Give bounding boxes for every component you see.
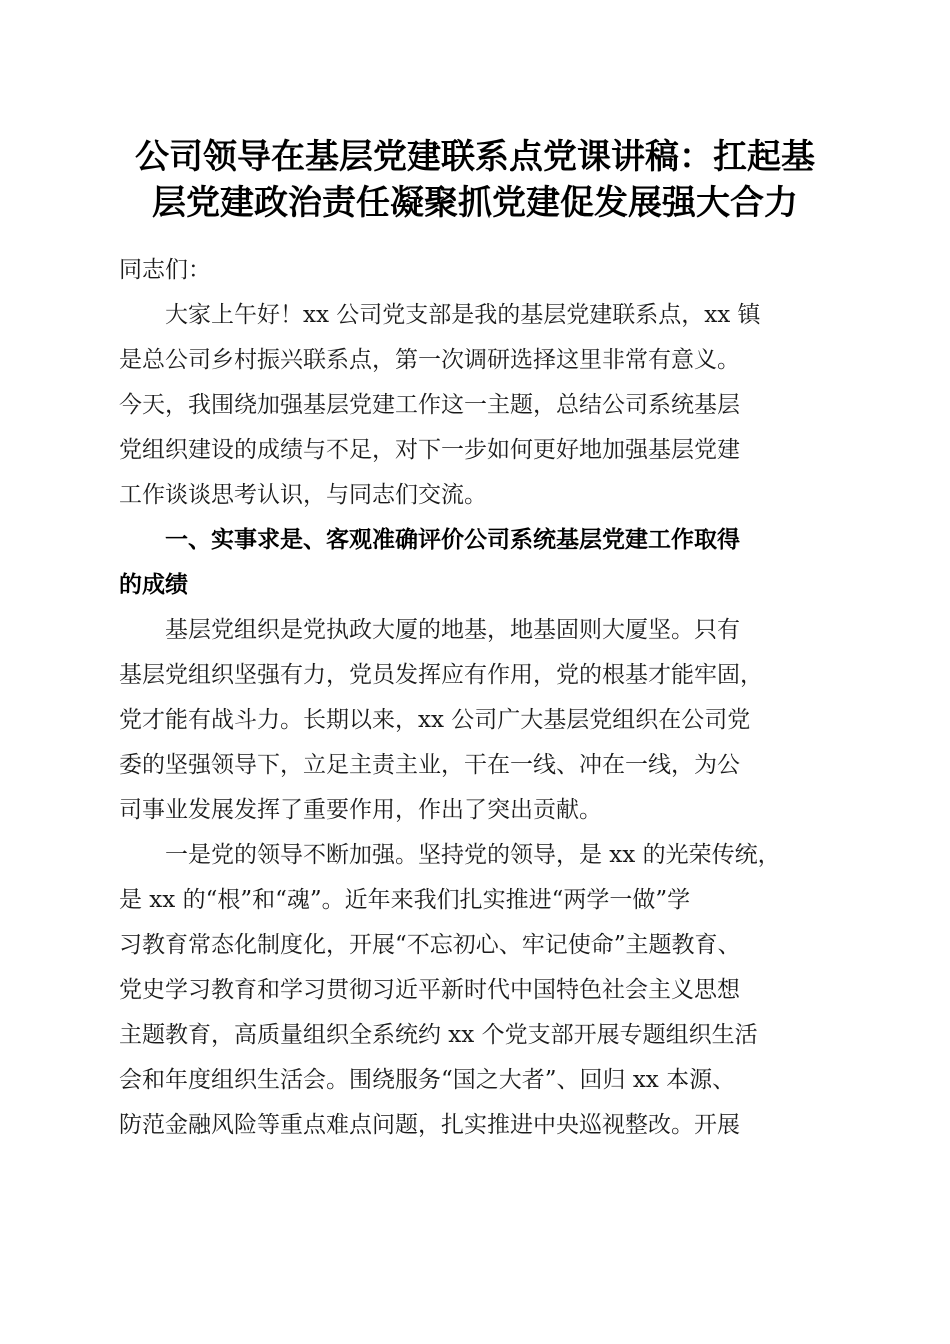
document-title <box>100 134 850 226</box>
section-heading-1 <box>119 518 831 608</box>
heading-line: 一、实事求是、客观准确评价公司系统基层党建工作取得 <box>165 527 740 553</box>
text-line: 工作谈谈思考认识，与同志们交流。 <box>119 482 487 508</box>
text-line: 会和年度组织生活会。围绕服务“国之大者”、回归 xx 本源、 <box>119 1067 736 1093</box>
paragraph-foundation <box>119 608 831 833</box>
text-line: 党才能有战斗力。长期以来，xx 公司广大基层党组织在公司党 <box>119 707 751 733</box>
text-line: 主题教育，高质量组织全系统约 xx 个党支部开展专题组织生活 <box>119 1022 758 1048</box>
text-line: 基层党组织坚强有力，党员发挥应有作用，党的根基才能牢固， <box>119 662 763 688</box>
text-line: 是 xx 的“根”和“魂”。近年来我们扎实推进“两学一做”学 <box>119 887 691 913</box>
text-line: 司事业发展发挥了重要作用，作出了突出贡献。 <box>119 797 602 823</box>
salutation <box>119 248 831 293</box>
text-line: 党史学习教育和学习贯彻习近平新时代中国特色社会主义思想 <box>119 977 740 1003</box>
text-line: 党组织建设的成绩与不足，对下一步如何更好地加强基层党建 <box>119 437 740 463</box>
text-line: 一是党的领导不断加强。坚持党的领导，是 xx 的光荣传统， <box>165 842 781 868</box>
text-line: 大家上午好！xx 公司党支部是我的基层党建联系点，xx 镇 <box>165 302 761 328</box>
text-line: 是总公司乡村振兴联系点，第一次调研选择这里非常有意义。 <box>119 347 740 373</box>
paragraph-intro <box>119 293 831 518</box>
text-line: 防范金融风险等重点难点问题，扎实推进中央巡视整改。开展 <box>119 1112 740 1138</box>
salutation-text: 同志们： <box>119 257 211 283</box>
title-line-1: 公司领导在基层党建联系点党课讲稿：扛起基 <box>135 137 815 177</box>
heading-line: 的成绩 <box>119 572 188 598</box>
text-line: 基层党组织是党执政大厦的地基，地基固则大厦坚。只有 <box>165 617 740 643</box>
paragraph-leadership <box>119 833 831 1148</box>
document-body <box>119 248 831 1148</box>
text-line: 委的坚强领导下，立足主责主业，干在一线、冲在一线，为公 <box>119 752 740 778</box>
title-line-2: 层党建政治责任凝聚抓党建促发展强大合力 <box>152 183 798 223</box>
text-line: 今天，我围绕加强基层党建工作这一主题，总结公司系统基层 <box>119 392 740 418</box>
text-line: 习教育常态化制度化，开展“不忘初心、牢记使命”主题教育、 <box>119 932 741 958</box>
